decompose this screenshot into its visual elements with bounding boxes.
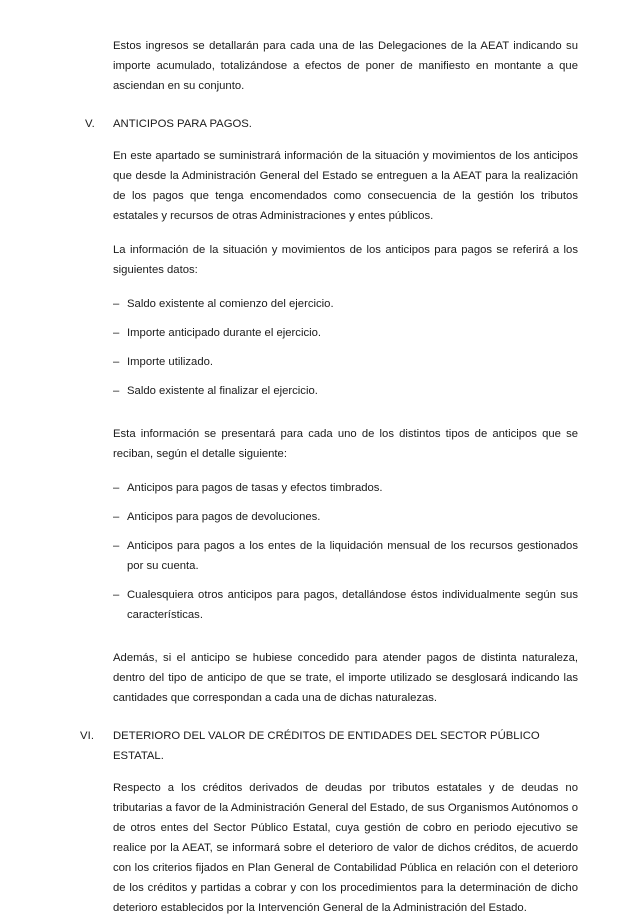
section-title-vi: DETERIORO DEL VALOR DE CRÉDITOS DE ENTIDADES DEL SECTOR PÚBLICO ESTATAL.	[113, 730, 540, 762]
list-item	[80, 507, 578, 527]
spacer	[80, 415, 578, 424]
dash-marker-icon: –	[113, 589, 120, 601]
section-v-paragraph-4: Además, si el anticipo se hubiese concedido para atender pagos de distinta naturaleza, dentro del tipo de anticipo de que se trate, el importe utilizado se desglosará indicando las cantidades que correspondan a cada una de dichas naturalezas.	[113, 652, 578, 704]
section-heading-vi	[80, 726, 578, 766]
section-v-paragraph-2: La información de la situación y movimientos de los anticipos para pagos se referirá a los siguientes datos:	[113, 244, 578, 276]
dash-marker-icon: –	[113, 327, 120, 339]
dash-marker-icon: –	[113, 356, 120, 368]
spacer	[80, 639, 578, 648]
list-item	[80, 536, 578, 576]
list-item	[80, 381, 578, 401]
list-item	[80, 585, 578, 625]
section-v-list-1	[80, 294, 578, 401]
list-item	[80, 323, 578, 343]
dash-marker-icon: –	[113, 385, 120, 397]
list-item	[80, 352, 578, 372]
intro-paragraph: Estos ingresos se detallarán para cada una de las Delegaciones de la AEAT indicando su importe acumulado, totalizándose a efectos de poner de manifiesto en montante a que asciendan en su conjunto.	[113, 40, 578, 92]
section-v-list-2	[80, 478, 578, 625]
dash-marker-icon: –	[113, 540, 120, 552]
list-item-label: Anticipos para pagos a los entes de la liquidación mensual de los recursos gestionados por su cuenta.	[127, 540, 578, 572]
list-item-label: Saldo existente al comienzo del ejercicio.	[127, 298, 334, 310]
list-item	[80, 478, 578, 498]
section-heading-v	[80, 114, 578, 134]
dash-marker-icon: –	[113, 482, 120, 494]
section-numeral-vi: VI.	[80, 730, 95, 742]
list-item-label: Importe anticipado durante el ejercicio.	[127, 327, 322, 339]
dash-marker-icon: –	[113, 511, 120, 523]
section-numeral-v: V.	[85, 118, 95, 130]
section-v-paragraph-1: En este apartado se suministrará información de la situación y movimientos de los anticipos que desde la Administración General del Estado se entreguen a la AEAT para la realización de los pagos que tenga encomendados como consecuencia de la gestión los tributos estatales y recursos de otras Administraciones y entes públicos.	[113, 150, 578, 222]
list-item-label: Cualesquiera otros anticipos para pagos, detallándose éstos individualmente según sus características.	[127, 589, 578, 621]
list-item-label: Anticipos para pagos de devoluciones.	[127, 511, 321, 523]
section-title-v: ANTICIPOS PARA PAGOS.	[113, 118, 252, 130]
list-item	[80, 294, 578, 314]
section-v-paragraph-3: Esta información se presentará para cada uno de los distintos tipos de anticipos que se reciban, según el detalle siguiente:	[113, 428, 578, 460]
dash-marker-icon: –	[113, 298, 120, 310]
section-vi-paragraph-1: Respecto a los créditos derivados de deudas por tributos estatales y de deudas no tributarias a favor de la Administración General del Estado, de sus Organismos Autónomos o de otros entes del Sector Público Estatal, cuya gestión de cobro en periodo ejecutivo se realice por la AEAT, se informará sobre el deterioro de valor de dichos créditos, de acuerdo con los criterios fijados en Plan General de Contabilidad Pública en relación con el deterioro de los créditos y partidas a cobrar y con los procedimientos para la determinación de dicho deterioro establecidos por la Intervención General de la Administración del Estado.	[113, 782, 578, 914]
list-item-label: Importe utilizado.	[127, 356, 214, 368]
list-item-label: Anticipos para pagos de tasas y efectos timbrados.	[127, 482, 383, 494]
list-item-label: Saldo existente al finalizar el ejercicio.	[127, 385, 318, 397]
